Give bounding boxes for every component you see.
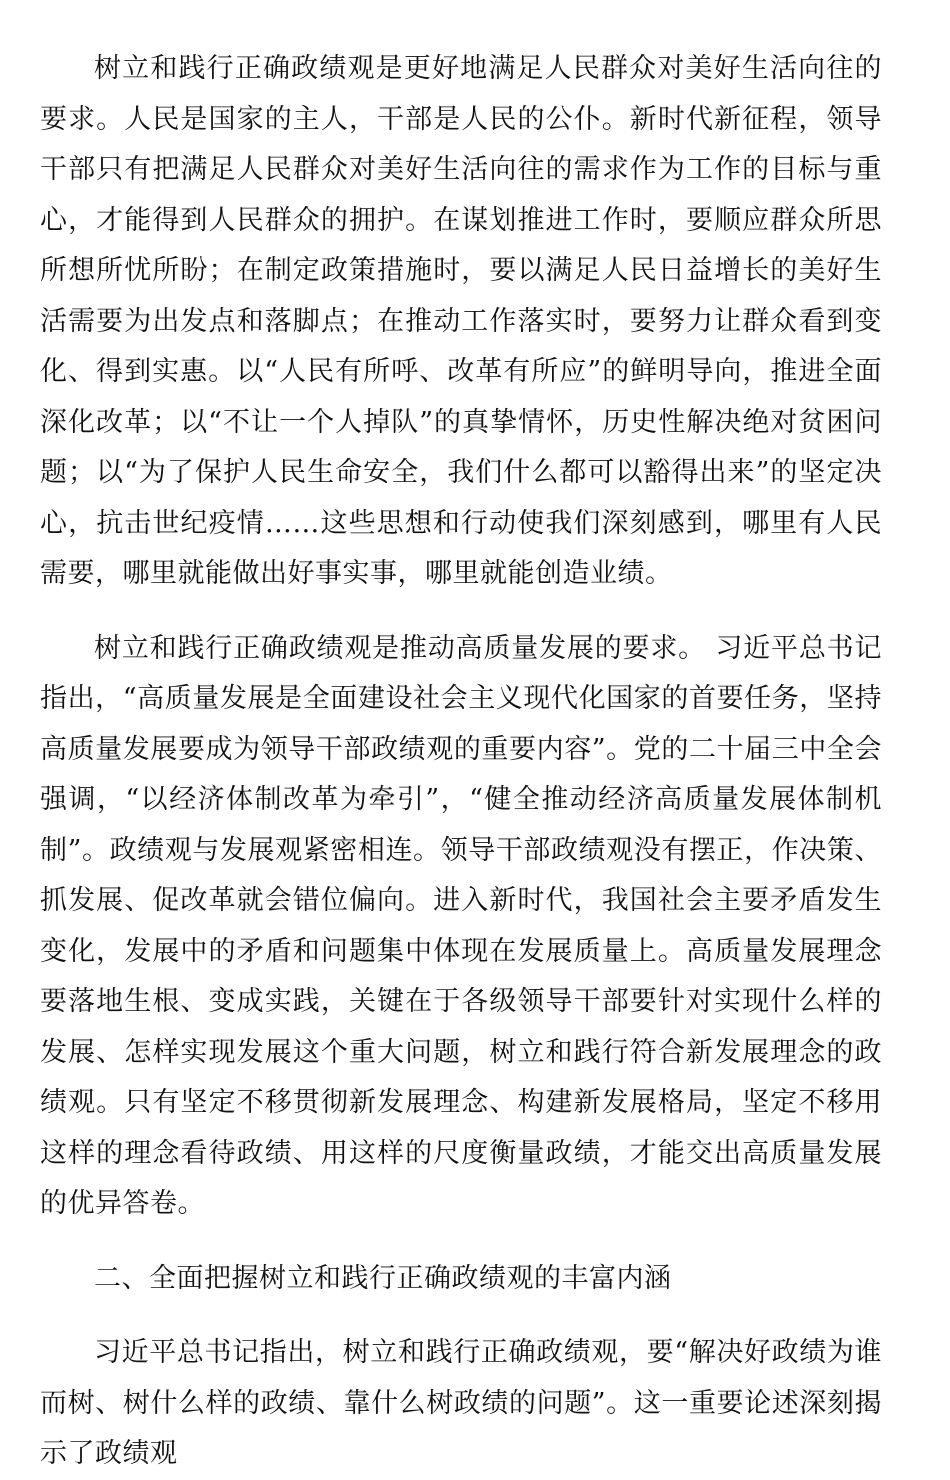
section-heading: 二、全面把握树立和践行正确政绩观的丰富内涵 bbox=[94, 1262, 672, 1294]
paragraph-high-quality-development: 树立和践行正确政绩观是推动高质量发展的要求。 习近平总书记指出，“高质量发展是全面建设社会主义现代化国家的首要任务，坚持高质量发展要成为领导干部政绩观的重要内容”。党的二十届三中全会强调，“以经济体制改革为牵引”，“健全推动经济高质量发展体制机制”。政绩观与发展观紧密相连。领导干部政绩观没有摆正，作决策、抓发展、促改革就会错位偏向。进入新时代，我国社会主要矛盾发生变化，发展中的矛盾和问题集中体现在发展质量上。高质量发展理念要落地生根、变成实践，关键在于各级领导干部要针对实现什么样的发展、怎样实现发展这个重大问题，树立和践行符合新发展理念的政绩观。只有坚定不移贯彻新发展理念、构建新发展格局，坚定不移用这样的理念看待政绩、用这样的尺度衡量政绩，才能交出高质量发展的优异答卷。 bbox=[40, 632, 882, 1219]
paragraph-people-needs: 树立和践行正确政绩观是更好地满足人民群众对美好生活向往的要求。人民是国家的主人，干部是人民的公仆。新时代新征程，领导干部只有把满足人民群众对美好生活向往的需求作为工作的目标与重心，才能得到人民群众的拥护。在谋划推进工作时，要顺应群众所思所想所忧所盼；在制定政策措施时，要以满足人民日益增长的美好生活需要为出发点和落脚点；在推动工作落实时，要努力让群众看到变化、得到实惠。以“人民有所呼、改革有所应”的鲜明导向，推进全面深化改革；以“不让一个人掉队”的真挚情怀，历史性解决绝对贫困问题；以“为了保护人民生命安全，我们什么都可以豁得出来”的坚定决心，抗击世纪疫情……这些思想和行动使我们深刻感到，哪里有人民需要，哪里就能做出好事实事，哪里就能创造业绩。 bbox=[40, 53, 882, 589]
paragraph-connotation: 习近平总书记指出，树立和践行正确政绩观，要“解决好政绩为谁而树、树什么样的政绩、靠什么树政绩的问题”。这一重要论述深刻揭示了政绩观 bbox=[40, 1337, 882, 1469]
